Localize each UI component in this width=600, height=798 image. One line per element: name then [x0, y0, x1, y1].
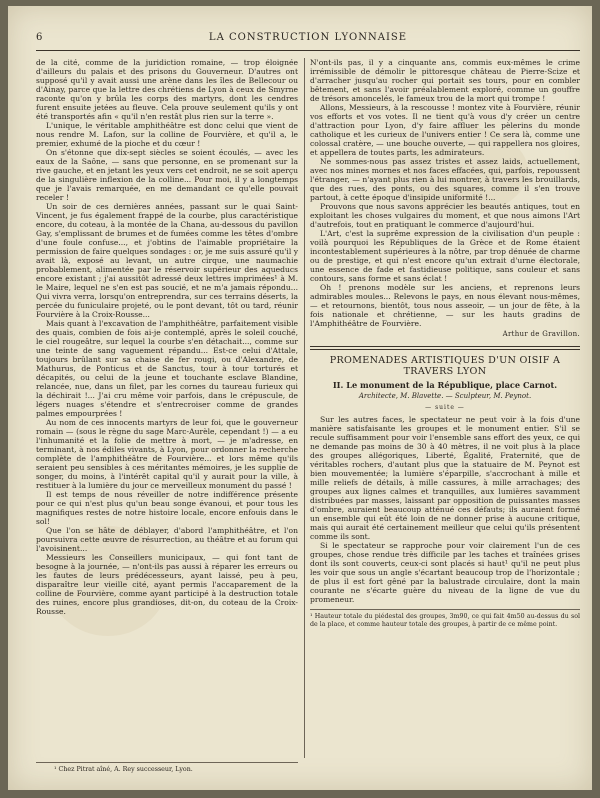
paragraph: N'ont-ils pas, il y a cinquante ans, commis eux-mêmes le crime irrémissible de démolir le pittoresque château de Pierre-Scize et d'arracher jusqu'au rocher qui portait ses tours, pour en combler bêtement, et sans l'avoir préalablement exploré, comme un gouffre de trésors amoncelés, le fameux trou de la mort qui trompe !: [310, 58, 580, 103]
author-signature: Arthur de Gravillon.: [502, 330, 580, 338]
section-title: PROMENADES ARTISTIQUES D'UN OISIF A TRAVERS LYON: [329, 355, 561, 377]
paragraph: Au nom de ces innocents martyrs de leur foi, que le gouverneur romain — (sous le règne du sage Marc-Aurèle, cependant !) — a eu l'inhumanité et la folie de mettre à mort, — je m'adresse, en terminant, à nos édiles vivants, à Lyon, pour ordonner la recherche complète de l'amphithéâtre de Fourvière... et lors même qu'ils seraient peu sensibles à ces méritantes mémoires, je les supplie de songer, du moins, à l'intérêt capital qu'il y aurait pour la ville, à restituer à la lumière du jour ce merveilleux monument du passé !: [36, 418, 298, 490]
paragraph: L'Art, c'est la suprême expression de la civilisation d'un peuple : voilà pourquoi les Républiques de la Grèce et de Rome étaient incontestablement supérieures à la nôtre, par trop dénuée de charme ou de prestige, et qui n'est encore qu'un extrait d'urne électorale, une essence de fade et fastidieuse politique, sans couleur et sans contours, sans forme et sans éclat !: [310, 229, 580, 283]
paragraph: Sur les autres faces, le spectateur ne peut voir à la fois d'une manière satisfaisante les groupes et le monument entier. S'il se recule suffisamment pour voir l'ensemble sans effort des yeux, ce qui ne demande pas moins de 30 à 40 mètres, il ne voit plus à la place des groupes allégoriques, Liberté, Égalité, Fraternité, que de véritables rochers, d'autant plus que la statuaire de M. Peynot est bien mouvementée; la lumière s'éparpille, s'accrochant à mille et mille reliefs de détails, à mille cassures, à mille arrachages; des groupes aux lignes calmes et tranquilles, aux lumières savamment distribuées par masses, laissant par opposition de puissantes masses d'ombre, auraient beaucoup atténué ces défauts; ils auraient formé un ensemble qui eût été loin de ne donner prise à aucune critique, mais qui aurait été certainement meilleur que celui qu'ils présentent comme ils sont.: [310, 415, 580, 541]
paragraph: Un soir de ces dernières années, passant sur le quai Saint-Vincent, je fus également frappé de la courbe, plus caractéristique encore, du coteau, à la montée de la Chana, au-dessous du pavillon Gay, s'emplissant de brumes et de fumées comme les têtes d'ombre d'une foule confuse..., et j'obtins de l'aimable propriétaire la permission de faire quelques sondages : or, je me suis assuré qu'il y avait là, exposé au levant, un autre cirque, une naumachie probablement, alimentée par le réservoir supérieur des aqueducs encore existant ; j'ai aussitôt adressé deux lettres imprimées¹ à M. le Maire, lequel ne s'en est pas soucié, et ne m'a jamais répondu... Qui vivra verra, lorsqu'on entreprendra, sur ces terrains déserts, la percée du funiculaire projeté, ou le pont devant, tôt ou tard, réunir Fourvière à la Croix-Rousse...: [36, 202, 298, 319]
paragraph: Mais quant à l'excavation de l'amphithéâtre, parfaitement visible des quais, combien de fois ai-je contemplé, après le soleil couché, le ciel rougeâtre, sur lequel la courbe s'en détachait..., comme sur une teinte de sang vaguement répandu... Est-ce celui d'Attale, toujours brûlant sur sa chaise de fer rougi, ou d'Alexandre, de Mathurus, de Ponticus et de Sanctus, tour à tour torturés et décapités, ou celui de la jeune et touchante esclave Blandine, relancée, nue, dans un filet, par les cornes du taureau furieux qui la déchirait !... J'ai cru même voir parfois, dans le crépuscule, de légers nuages s'étendre et s'entrecroiser comme de grandes palmes empourprées !: [36, 319, 298, 418]
newspaper-page: [8, 6, 592, 790]
paragraph: Il est temps de nous réveiller de notre indifférence présente pour ce qui n'est plus qu'un beau songe évanoui, et pour tous les magnifiques restes de notre histoire locale, encore enfouis dans le sol!: [36, 490, 298, 526]
page-number: 6: [36, 32, 43, 43]
paragraph: L'unique, le véritable amphithéâtre est donc celui que vient de nous rendre M. Lafon, sur la colline de Fourvière, et qu'il a, le premier, exhumé de la pioche et du cœur !: [36, 121, 298, 148]
paragraph: de la cité, comme de la juridiction romaine, — trop éloignée d'ailleurs du palais et des prisons du Gouverneur. D'autres ont supposé qu'il y avait aussi une arène dans les îles de Bellecour ou d'Ainay, parce que la lettre des chrétiens de Lyon à ceux de Smyrne raconte qu'on y brûla les corps des martyrs, dont les cendres furent ensuite jetées au fleuve. Cela prouve seulement qu'ils y ont été transportés afin « qu'il n'en restât plus rien sur la terre ».: [36, 58, 298, 121]
paragraph: Allons, Messieurs, à la rescousse ! montez vite à Fourvière, réunir vos efforts et vos votes. Il ne tient qu'à vous d'y créer un centre d'attraction pour Lyon, d'y faire affluer les pèlerins du monde catholique et les curieux de l'univers entier ! Ce sera là, comme une colossal cratère, — une bouche ouverte, — qui rappellera nos gloires, et appellera de toutes parts, les admirateurs.: [310, 103, 580, 157]
footnote-right: ¹ Hauteur totale du piédestal des groupes, 3m90, ce qui fait 4m50 au-dessus du sol de la place, et comme hauteur totale des groupes, à partir de ce même point.: [310, 609, 580, 628]
left-column: [36, 58, 298, 616]
section-rule: [310, 346, 580, 347]
header-rule: [36, 50, 580, 51]
running-title: LA CONSTRUCTION LYONNAISE: [208, 32, 408, 43]
paragraph: Si le spectateur se rapproche pour voir clairement l'un de ces groupes, chose rendue très difficile par les taches et traînées grises dont ils sont couverts, ceux-ci sont placés si haut¹ qu'il ne peut plus les voir que sous un angle s'écartant beaucoup trop de l'horizontale ; de plus il est fort gêné par la balustrade circulaire, dont la main courante ne s'écarte guère du niveau de la ligne de vue du promeneur.: [310, 541, 580, 604]
column-divider: [304, 58, 305, 758]
section-suite: — suite —: [425, 404, 465, 411]
footnote-left: ¹ Chez Pitrat aîné, A. Rey successeur, Lyon.: [36, 762, 298, 774]
section-rule: [310, 349, 580, 350]
paragraph: Prouvons que nous savons apprécier les beautés antiques, tout en exploitant les choses vulgaires du moment, et que nous aimons l'Art d'autrefois, tout en pratiquant le commerce d'aujourd'hui.: [310, 202, 580, 229]
right-column: [310, 58, 580, 628]
paragraph: Oh ! prenons modèle sur les anciens, et reprenons leurs admirables moules... Relevons le pays, en nous élevant nous-mêmes, — et retournons, bientôt, tous nous asseoir, — un jour de fête, à la fois nationale et chrétienne, — sur les hauts gradins de l'Amphithéâtre de Fourvière.: [310, 283, 580, 328]
paragraph: Que l'on se hâte de déblayer, d'abord l'amphithéâtre, et l'on poursuivra cette œuvre de résurrection, au théâtre et au forum qui l'avoisinent...: [36, 526, 298, 553]
paragraph: On s'étonne que dix-sept siècles se soient écoulés, — avec les eaux de la Saône, — sans que personne, en se promenant sur la rive gauche, et en jetant les yeux vers cet endroit, ne se soit aperçu de la singulière inflexion de la colline... Pour moi, il y a longtemps que je l'avais remarquée, en me demandant ce qu'elle pouvait receler !: [36, 148, 298, 202]
paragraph: Messieurs les Conseillers municipaux, — qui font tant de besogne à la journée, — n'ont-ils pas aussi à réparer les erreurs ou les fautes de leurs prédécesseurs, ayant laissé, peu à peu, disparaître leur vieille cité, ayant permis l'accaparement de la colline de Fourvière, comme ayant participé à la destruction totale des ruines, encore plus grandioses, dit-on, du coteau de la Croix-Rousse.: [36, 553, 298, 616]
section-subtitle: II. Le monument de la République, place Carnot.: [332, 380, 558, 390]
paragraph: Ne sommes-nous pas assez tristes et assez laids, actuellement, avec nos mines mornes et nos faces effacées, qui, parfois, repoussent l'étranger, — n'ayant plus rien à lui montrer, à travers les brouillards, que des rues, des ponts, ou des squares, comme il s'en trouve partout, à cette époque d'insipide uniformité !...: [310, 157, 580, 202]
running-header: [36, 32, 580, 48]
section-credits: Architecte, M. Blavette. — Sculpteur, M. Peynot.: [358, 392, 532, 400]
